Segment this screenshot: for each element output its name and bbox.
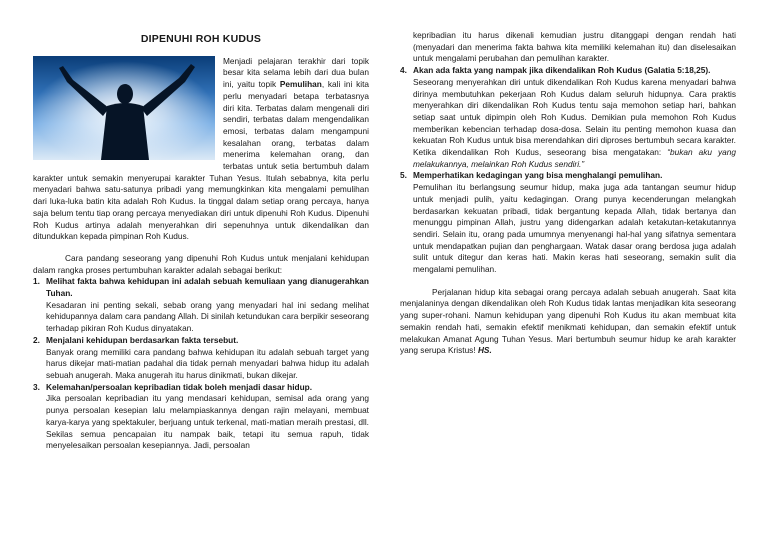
intro-paragraph: Menjadi pelajaran terakhir dari topik besar kita selama lebih dari dua bulan ini, yaitu topik Pemulihan, kali ini kita perlu menyadari betapa terbatasnya diri kita. Terbatas dalam mengenali diri sendiri, terbatas dalam mengendalikan emosi, terbatas dalam mengampuni kesalahan orang, terbatas dalam menerima kelemahan orang, dan terbatas untuk setia bertumbuh dalam karakter untuk semakin menyerupai karakter Tuhan Yesus. Itulah sebabnya, kita perlu menyadari bahwa satu-satunya pribadi yang memungkinkan kita mengalami pemulihan dari luka-luka batin kita adalah Roh Kudus. Ia tinggal dalam setiap orang percaya, hanya saja belum tentu tiap orang percaya menyediakan diri untuk dipenuhi Roh Kudus. Dipenuhi Roh Kudus artinya adalah menyerahkan diri sepenuhnya untuk dikendalikan dan ditundukkan kepada pimpinan Roh Kudus. bbox=[33, 55, 369, 242]
right-column bbox=[400, 0, 736, 357]
closing-paragraph: Perjalanan hidup kita sebagai orang percaya adalah sebuah anugerah. Saat kita menjalaninya dengan dikendalikan oleh Roh Kudus tidak lantas menjadikan kita seseorang yang super-rohani. Namun kehidupan yang dipenuhi Roh Kudus itu akan membuat kita semakin rendah hati, semakin efektif menikmati kehidupan, dan semakin efektif untuk melakukan Amanat Agung Tuhan Yesus. Mari bertumbuh seumur hidup ke arah karakter yang serupa Kristus! HS. bbox=[400, 286, 736, 356]
points-list-left bbox=[33, 276, 369, 452]
author-signature: HS. bbox=[477, 345, 492, 356]
list-item: 1. Melihat fakta bahwa kehidupan ini adalah sebuah kemuliaan yang dianugerahkan Tuhan. Kesadaran ini penting sekali, sebab orang yang menyadari hal ini sedang melihat kehidupannya dalam cara pandang Allah. Di sinilah ketundukan cara berpikir seseorang terhadap pikiran Roh Kudus dinyatakan. bbox=[33, 276, 369, 334]
list-item: 4. Akan ada fakta yang nampak jika dikendalikan Roh Kudus (Galatia 5:18,25). Seseorang menyerahkan diri untuk dikendalikan Roh Kudus karena menyadari bahwa dirinya membutuhkan pekerjaan Roh Kudus dalam seluruh hidupnya. Cara praktis menyerahkan diri dikendalikan Roh Kudus tentu saja memohon setiap hari, bahkan setiap saat untuk dipimpin oleh Roh Kudus. Demikian pula memohon Roh Kudus memberikan kebencian terhadap dosa-dosa. Selain itu penting memohon kuasa dan kekuatan Roh Kudus untuk bisa merendahkan diri diproses bertumbuh secara karakter. Ketika dikendalikan Roh Kudus, seseorang bisa mengatakan: “bukan aku yang melakukannya, melainkan Roh Kudus sendiri.” bbox=[400, 65, 736, 169]
list-item: 2. Menjalani kehidupan berdasarkan fakta tersebut. Banyak orang memiliki cara pandang bahwa kehidupan itu adalah sebuah target yang harus dikejar mati-matian padahal dia tidak pernah menyadari bahwa hidup itu adalah sebuah anugerah. Maka anugerah itu harus dinikmati, bukan dikejar. bbox=[33, 334, 369, 380]
points-list-right bbox=[400, 65, 736, 276]
worship-photo bbox=[33, 56, 215, 160]
left-column bbox=[33, 0, 369, 452]
list-item: 5. Memperhatikan kedagingan yang bisa menghalangi pemulihan. Pemulihan itu berlangsung seumur hidup, maka juga ada tantangan seumur hidup untuk menjadi pulih, yaitu kedagingan. Orang punya kecenderungan melangkah berdasarkan kekuatan pribadi, tidak bergantung kepada Allah, tidak bertanya dan menunggu pimpinan Allah, justru yang didengarkan adalah ketakutan-ketakutannya sendiri. Selain itu, orang pada umumnya menyenangi hal-hal yang sifatnya sementara untuk mendapatkan pujian dan penghargaan. Watak dasar orang berdosa juga adalah sulit untuk ditegur dan keras hati. Makin keras hati seseorang, semakin sulit dia mengalami pemulihan. bbox=[400, 170, 736, 275]
raised-hands-silhouette-icon bbox=[33, 56, 215, 160]
page-title: DIPENUHI ROH KUDUS bbox=[140, 33, 262, 45]
lead-in-paragraph: Cara pandang seseorang yang dipenuhi Roh Kudus untuk menjalani kehidupan dalam rangka proses pertumbuhan karakter adalah sebagai berikut: bbox=[33, 252, 369, 275]
continuation-paragraph: kepribadian itu harus dikenali kemudian justru ditanggapi dengan rendah hati (menyadari dan menerima fakta bahwa kita memiliki kelemahan itu) dan diselesaikan untuk mengalami perubahan dan pemulihan karakter. bbox=[413, 30, 736, 64]
list-item: 3. Kelemahan/persoalan kepribadian tidak boleh menjadi dasar hidup. Jika persoalan kepribadian itu yang mendasari kehidupan, semisal ada orang yang punya persoalan kesepian lalu melampiaskannya dengan rajin melayani, membuat karya-karya yang spektakuler, berjuang untuk terkenal, mati-matian meraih prestasi, dll. Sekilas semua pencapaian itu nampak baik, tetapi itu semua rapuh, tidak menyelesaikan persoalan kesepiannya. Jadi, persoalan bbox=[33, 381, 369, 451]
